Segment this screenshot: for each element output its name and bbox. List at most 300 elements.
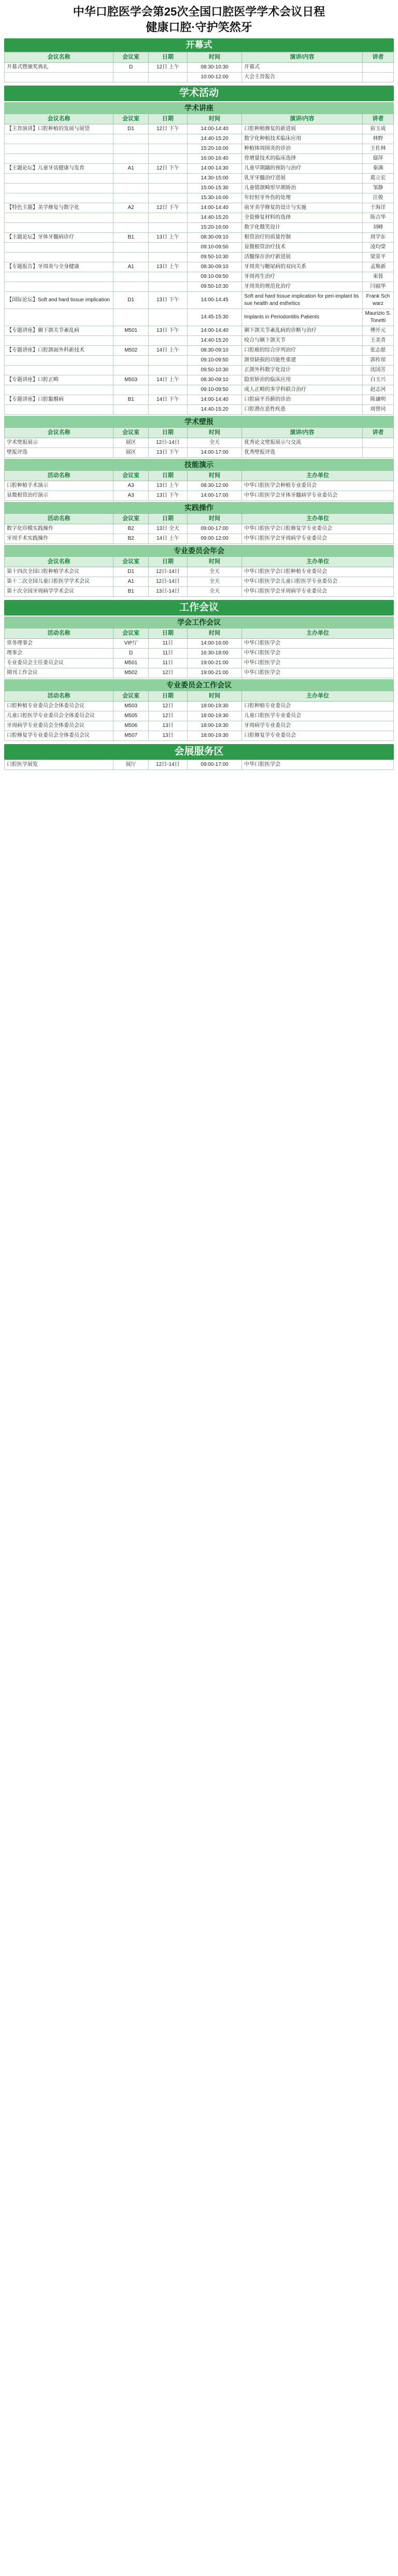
row-date-cell: 13日 [148, 721, 187, 731]
row-name-cell [5, 272, 113, 282]
row-date-cell [148, 154, 187, 164]
row-date-cell: 13日 上午 [148, 233, 187, 243]
col-time: 时间 [187, 471, 241, 481]
row-name-cell [5, 213, 113, 223]
row-content-cell: 全瓷修复材料的选择 [242, 213, 363, 223]
table-row [5, 223, 394, 233]
col-date: 日期 [148, 514, 187, 524]
row-time-cell: 全天 [187, 587, 241, 597]
row-venue-cell: M501 [113, 659, 149, 668]
row-time-cell: 09:10-09:50 [187, 272, 241, 282]
row-content-cell: 优秀壁报评选 [242, 448, 363, 458]
row-date-cell: 12日-14日 [148, 577, 187, 587]
row-venue-cell [113, 213, 149, 223]
row-speaker-cell: 闫福华 [362, 282, 393, 292]
table-row [5, 760, 394, 770]
row-name-cell [5, 184, 113, 193]
row-time-cell: 15:20-16:00 [187, 144, 241, 154]
row-date-cell: 12日-14日 [148, 760, 187, 770]
col-date: 日期 [148, 557, 187, 567]
col-time: 时间 [187, 691, 241, 702]
row-venue-cell [113, 272, 149, 282]
col-name: 会议名称 [5, 428, 113, 438]
row-venue-cell [113, 309, 149, 326]
table-row [5, 534, 394, 544]
row-venue-cell: A1 [113, 262, 149, 272]
row-date-cell: 11日 [148, 649, 187, 659]
row-venue-cell: B1 [113, 587, 149, 597]
row-content-cell: 中华口腔医学会 [242, 639, 394, 649]
row-name-cell: 【国际论坛】Soft and hard tissue implication [5, 292, 113, 309]
row-time-cell: 09:50-10:30 [187, 282, 241, 292]
row-venue-cell: A3 [113, 481, 149, 491]
row-content-cell: 中华口腔医学会种植专业委员会 [242, 481, 394, 491]
row-name-cell [5, 144, 113, 154]
row-time-cell: 15:30-16:00 [187, 193, 241, 203]
row-content-cell: 中华口腔医学会口腔修复学专业委员会 [242, 524, 394, 534]
table-row [5, 346, 394, 356]
table-row [5, 567, 394, 577]
row-name-cell [5, 174, 113, 184]
table-row [5, 164, 394, 174]
col-venue: 会议室 [113, 52, 149, 63]
row-content-cell: 口腔癌的综合序列治疗 [242, 346, 363, 356]
table-row [5, 711, 394, 721]
table-row [5, 649, 394, 659]
row-venue-cell: M505 [113, 711, 149, 721]
committee-rows [5, 567, 394, 597]
row-content-cell: 中华口腔医学会牙周病学专业委员会 [242, 534, 394, 544]
section-academic: 学术活动 [4, 86, 394, 101]
section-posters: 学术壁报 [4, 416, 394, 427]
row-name-cell [5, 336, 113, 346]
col-time: 时间 [187, 557, 241, 567]
row-name-cell: 期刊工作会议 [5, 668, 113, 678]
col-venue: 会议室 [113, 628, 149, 639]
row-speaker-cell: 葛立宏 [362, 174, 393, 184]
col-speaker: 讲者 [362, 52, 393, 63]
col-activity: 活动名称 [5, 514, 113, 524]
row-date-cell [148, 282, 187, 292]
page-subtitle: 健康口腔·守护笑然牙 [146, 21, 252, 34]
row-date-cell: 12日 [148, 668, 187, 678]
row-name-cell: 【专题讲座】口腔颌面外科新技术 [5, 346, 113, 356]
row-date-cell: 13日 [148, 731, 187, 741]
row-name-cell: 理事会 [5, 649, 113, 659]
row-content-cell: 种植体周围炎的诊治 [242, 144, 363, 154]
row-venue-cell [113, 174, 149, 184]
row-time-cell: 08:30-09:10 [187, 233, 241, 243]
row-date-cell: 12日 下午 [148, 203, 187, 213]
table-row [5, 184, 394, 193]
table-row [5, 326, 394, 336]
col-time: 时间 [187, 428, 241, 438]
row-date-cell: 13日 上午 [148, 481, 187, 491]
row-speaker-cell: 郭传瑸 [362, 356, 393, 366]
table-row [5, 395, 394, 405]
row-date-cell [148, 73, 187, 82]
row-name-cell [5, 154, 113, 164]
row-speaker-cell: 周学东 [362, 233, 393, 243]
table-row [5, 375, 394, 385]
row-name-cell: 【专题讲座】口腔黏膜病 [5, 395, 113, 405]
row-venue-cell [113, 154, 149, 164]
row-name-cell: 壁报评选 [5, 448, 113, 458]
row-time-cell: 15:20-16:00 [187, 223, 241, 233]
row-name-cell: 口腔医学展览 [5, 760, 113, 770]
row-venue-cell [113, 134, 149, 144]
col-activity: 活动名称 [5, 691, 113, 702]
row-time-cell: 16:30-18:00 [187, 649, 241, 659]
row-content-cell: 开幕式 [242, 63, 363, 73]
row-content-cell: 牙周病学专业委员会 [242, 721, 394, 731]
row-name-cell: 开幕式暨颁奖典礼 [5, 63, 113, 73]
row-date-cell: 14日 下午 [148, 395, 187, 405]
row-name-cell: 【特色主题】美学修复与数字化 [5, 203, 113, 213]
row-venue-cell [113, 243, 149, 253]
row-time-cell: 09:50-10:30 [187, 253, 241, 262]
row-content-cell: 口腔种植专业委员会 [242, 702, 394, 711]
table-row [5, 174, 394, 184]
row-name-cell: 第十次全国牙周病学学术会议 [5, 587, 113, 597]
row-date-cell [148, 174, 187, 184]
row-time-cell: 10:00-12:00 [187, 73, 241, 82]
row-time-cell: 18:00-19:30 [187, 711, 241, 721]
row-date-cell: 11日 [148, 639, 187, 649]
row-content-cell: 年轻恒牙外伤的处理 [242, 193, 363, 203]
row-speaker-cell: 刘峰 [362, 223, 393, 233]
row-speaker-cell: Maurizio S. Tonetti [362, 309, 393, 326]
row-content-cell: 儿童口腔医学专业委员会 [242, 711, 394, 721]
row-date-cell: 12日-14日 [148, 438, 187, 448]
row-content-cell: 数字化微笑设计 [242, 223, 363, 233]
table-row [5, 491, 394, 501]
row-time-cell: 14:00-14:40 [187, 203, 241, 213]
row-speaker-cell: 陈谦明 [362, 395, 393, 405]
row-time-cell: 全天 [187, 438, 241, 448]
row-content-cell: 成人正畸的多学科联合治疗 [242, 385, 363, 395]
row-speaker-cell: 王佐林 [362, 144, 393, 154]
row-date-cell [148, 356, 187, 366]
row-name-cell: 常务理事会 [5, 639, 113, 649]
row-date-cell: 13日 下午 [148, 292, 187, 309]
table-row [5, 587, 394, 597]
row-venue-cell [113, 223, 149, 233]
row-venue-cell: A1 [113, 164, 149, 174]
row-date-cell: 14日 上午 [148, 375, 187, 385]
row-name-cell: 口腔修复学专业委员会全体委员会议 [5, 731, 113, 741]
row-speaker-cell: 王美青 [362, 336, 393, 346]
table-row [5, 292, 394, 309]
table-row [5, 356, 394, 366]
table-row [5, 144, 394, 154]
table-header [5, 52, 394, 63]
row-date-cell: 13日 下午 [148, 326, 187, 336]
row-content-cell: 中华口腔医学会 [242, 659, 394, 668]
posters-table [4, 427, 394, 458]
row-time-cell: 14:40-15:20 [187, 134, 241, 144]
row-time-cell: 全天 [187, 567, 241, 577]
row-time-cell: 09:50-10:30 [187, 366, 241, 375]
row-speaker-cell [362, 63, 393, 73]
row-speaker-cell [362, 438, 393, 448]
row-date-cell [148, 385, 187, 395]
section-exhibition: 会展服务区 [4, 744, 394, 760]
row-name-cell: 【专题讲座】口腔正畸 [5, 375, 113, 385]
table-row [5, 193, 394, 203]
row-venue-cell: 展厅 [113, 760, 149, 770]
video-table [4, 470, 394, 501]
row-speaker-cell: 邸萍 [362, 154, 393, 164]
table-row [5, 73, 394, 82]
row-venue-cell: B2 [113, 524, 149, 534]
row-content-cell: 优秀论文壁报展示与交流 [242, 438, 363, 448]
row-content-cell: 中华口腔医学会 [242, 668, 394, 678]
row-speaker-cell: 陈吉华 [362, 213, 393, 223]
row-content-cell: 中华口腔医学会口腔种植专业委员会 [242, 567, 394, 577]
row-content-cell: 中华口腔医学会 [242, 649, 394, 659]
row-time-cell: 14:00-16:00 [187, 639, 241, 649]
row-content-cell: 骨增量技术的临床选择 [242, 154, 363, 164]
section-opening: 开幕式 [4, 38, 394, 52]
table-row [5, 336, 394, 346]
row-speaker-cell: 周曾同 [362, 405, 393, 415]
row-date-cell [148, 405, 187, 415]
row-time-cell: 09:10-09:50 [187, 356, 241, 366]
row-time-cell: 08:30-09:10 [187, 375, 241, 385]
row-venue-cell [113, 184, 149, 193]
row-name-cell [5, 73, 113, 82]
row-time-cell: 09:00-17:00 [187, 524, 241, 534]
row-time-cell: 14:40-15:20 [187, 213, 241, 223]
row-time-cell: 全天 [187, 577, 241, 587]
row-speaker-cell: 白玉兴 [362, 375, 393, 385]
table-row [5, 309, 394, 326]
row-name-cell: 口腔种植手术演示 [5, 481, 113, 491]
row-venue-cell: B1 [113, 233, 149, 243]
row-name-cell: 【主题论坛】儿童牙齿健康与发育 [5, 164, 113, 174]
lectures-rows [5, 124, 394, 415]
row-date-cell [148, 309, 187, 326]
row-date-cell [148, 272, 187, 282]
row-date-cell: 13日-14日 [148, 587, 187, 597]
col-speaker: 讲者 [362, 114, 393, 124]
row-content-cell: 口腔扁平苔藓的诊治 [242, 395, 363, 405]
row-time-cell: 19:00-21:00 [187, 659, 241, 668]
society-work-table [4, 628, 394, 678]
table-header [5, 514, 394, 524]
row-name-cell [5, 309, 113, 326]
table-row [5, 282, 394, 292]
table-row [5, 366, 394, 375]
row-content-cell: 数字化种植技术临床应用 [242, 134, 363, 144]
row-date-cell: 12日-14日 [148, 567, 187, 577]
row-time-cell: 14:00-14:40 [187, 395, 241, 405]
row-content-cell: 儿童错颌畸形早期矫治 [242, 184, 363, 193]
table-row [5, 481, 394, 491]
exhibition-table [4, 760, 394, 770]
section-society-work: 学会工作会议 [4, 617, 394, 628]
row-venue-cell: 展区 [113, 438, 149, 448]
row-date-cell: 12日 上午 [148, 63, 187, 73]
col-organizer: 主办单位 [242, 557, 394, 567]
col-venue: 会议室 [113, 114, 149, 124]
row-date-cell [148, 223, 187, 233]
row-speaker-cell: 赵志河 [362, 385, 393, 395]
row-venue-cell: D [113, 63, 149, 73]
row-time-cell: 08:30-10:30 [187, 63, 241, 73]
row-time-cell: 09:00-12:00 [187, 534, 241, 544]
row-venue-cell: 展区 [113, 448, 149, 458]
row-time-cell: 14:00-17:00 [187, 491, 241, 501]
row-speaker-cell [362, 73, 393, 82]
section-committee-work: 专业委员会工作会议 [4, 679, 394, 691]
row-time-cell: 14:30-15:00 [187, 174, 241, 184]
row-venue-cell: D1 [113, 292, 149, 309]
row-time-cell: 14:00-17:00 [187, 448, 241, 458]
row-name-cell [5, 253, 113, 262]
row-name-cell: 第十二次全国儿童口腔医学学术会议 [5, 577, 113, 587]
col-venue: 会议室 [113, 471, 149, 481]
row-date-cell [148, 336, 187, 346]
col-time: 时间 [187, 514, 241, 524]
row-date-cell: 13日 全天 [148, 524, 187, 534]
row-content-cell: 隐形矫治的临床应用 [242, 375, 363, 385]
committee-table [4, 556, 394, 597]
row-time-cell: 08:30-12:00 [187, 481, 241, 491]
row-name-cell: 数字化印模实践操作 [5, 524, 113, 534]
row-date-cell: 13日 下午 [148, 491, 187, 501]
row-content-cell: 口腔种植修复的新进展 [242, 124, 363, 134]
row-content-cell: 牙周炎与糖尿病的双向关系 [242, 262, 363, 272]
table-row [5, 213, 394, 223]
page-title: 中华口腔医学会第25次全国口腔医学学术会议日程 [73, 5, 325, 18]
committee-work-rows [5, 702, 394, 741]
col-activity: 活动名称 [5, 628, 113, 639]
row-name-cell: 牙周手术实践操作 [5, 534, 113, 544]
row-name-cell: 第十四次全国口腔种植学术会议 [5, 567, 113, 577]
row-date-cell: 12日 下午 [148, 164, 187, 174]
row-venue-cell [113, 144, 149, 154]
row-content-cell: 中华口腔医学会儿童口腔医学专业委员会 [242, 577, 394, 587]
col-organizer: 主办单位 [242, 628, 394, 639]
col-venue: 会议室 [113, 691, 149, 702]
row-date-cell [148, 366, 187, 375]
row-content-cell: 正颌外科数字化设计 [242, 366, 363, 375]
row-name-cell [5, 134, 113, 144]
row-venue-cell [113, 356, 149, 366]
row-name-cell [5, 193, 113, 203]
table-row [5, 233, 394, 243]
table-row [5, 577, 394, 587]
col-content: 演讲/内容 [242, 428, 363, 438]
table-row [5, 63, 394, 73]
row-date-cell: 12日 下午 [148, 124, 187, 134]
col-venue: 会议室 [113, 428, 149, 438]
section-committee: 专业委员会年会 [4, 545, 394, 556]
row-content-cell: Soft and hard tissue implication for peri-implant tissue health and esthetics [242, 292, 363, 309]
section-work: 工作会议 [4, 600, 394, 615]
row-speaker-cell: 于海洋 [362, 203, 393, 213]
row-name-cell [5, 405, 113, 415]
col-organizer: 主办单位 [242, 471, 394, 481]
table-header [5, 628, 394, 639]
row-speaker-cell: 邹静 [362, 184, 393, 193]
exhibition-rows [5, 760, 394, 770]
row-speaker-cell: Frank Schwarz [362, 292, 393, 309]
row-date-cell [148, 243, 187, 253]
row-time-cell: 15:00-15:30 [187, 184, 241, 193]
row-speaker-cell: 梁景平 [362, 253, 393, 262]
row-time-cell: 18:00-19:30 [187, 702, 241, 711]
row-content-cell: 乳牙牙髓治疗进展 [242, 174, 363, 184]
row-content-cell: 中华口腔医学会牙体牙髓病学专业委员会 [242, 491, 394, 501]
row-name-cell [5, 282, 113, 292]
row-time-cell: 19:00-21:00 [187, 668, 241, 678]
practice-table [4, 513, 394, 544]
row-content-cell: 口腔修复学专业委员会 [242, 731, 394, 741]
col-speaker: 讲者 [362, 428, 393, 438]
video-rows [5, 481, 394, 501]
table-header [5, 471, 394, 481]
row-content-cell: 活髓保存治疗新进展 [242, 253, 363, 262]
row-content-cell: 前牙美学修复的设计与实施 [242, 203, 363, 213]
col-venue: 会议室 [113, 514, 149, 524]
col-date: 日期 [148, 628, 187, 639]
table-row [5, 203, 394, 213]
col-activity: 活动名称 [5, 471, 113, 481]
row-venue-cell: A1 [113, 577, 149, 587]
row-time-cell: 18:00-19:30 [187, 731, 241, 741]
col-name: 会议名称 [5, 52, 113, 63]
row-venue-cell: VIP厅 [113, 639, 149, 649]
table-row [5, 702, 394, 711]
row-venue-cell: M503 [113, 375, 149, 385]
row-name-cell [5, 243, 113, 253]
page [0, 0, 398, 770]
table-row [5, 438, 394, 448]
row-speaker-cell: 沈国芳 [362, 366, 393, 375]
table-header [5, 691, 394, 702]
row-venue-cell [113, 282, 149, 292]
row-speaker-cell: 凌均棨 [362, 243, 393, 253]
row-venue-cell: B1 [113, 395, 149, 405]
row-name-cell: 【专题讲座】颞下颌关节紊乱病 [5, 326, 113, 336]
practice-rows [5, 524, 394, 544]
row-name-cell: 学术壁报展示 [5, 438, 113, 448]
table-row [5, 124, 394, 134]
opening-rows [5, 63, 394, 82]
row-time-cell: 14:00-14:30 [187, 164, 241, 174]
row-content-cell: 咬合与颞下颌关节 [242, 336, 363, 346]
row-date-cell [148, 144, 187, 154]
row-venue-cell [113, 193, 149, 203]
row-venue-cell: M501 [113, 326, 149, 336]
col-time: 时间 [187, 114, 241, 124]
row-time-cell: 14:00-14:45 [187, 292, 241, 309]
row-speaker-cell: 汪俊 [362, 193, 393, 203]
row-date-cell [148, 213, 187, 223]
lectures-table [4, 114, 394, 415]
row-date-cell: 13日 下午 [148, 448, 187, 458]
row-name-cell: 【主题论坛】牙体牙髓病诊疗 [5, 233, 113, 243]
row-name-cell: 儿童口腔医学专业委员会全体委员会议 [5, 711, 113, 721]
row-date-cell: 14日 上午 [148, 346, 187, 356]
table-header [5, 428, 394, 438]
opening-table [4, 52, 394, 82]
table-header [5, 557, 394, 567]
row-date-cell [148, 184, 187, 193]
